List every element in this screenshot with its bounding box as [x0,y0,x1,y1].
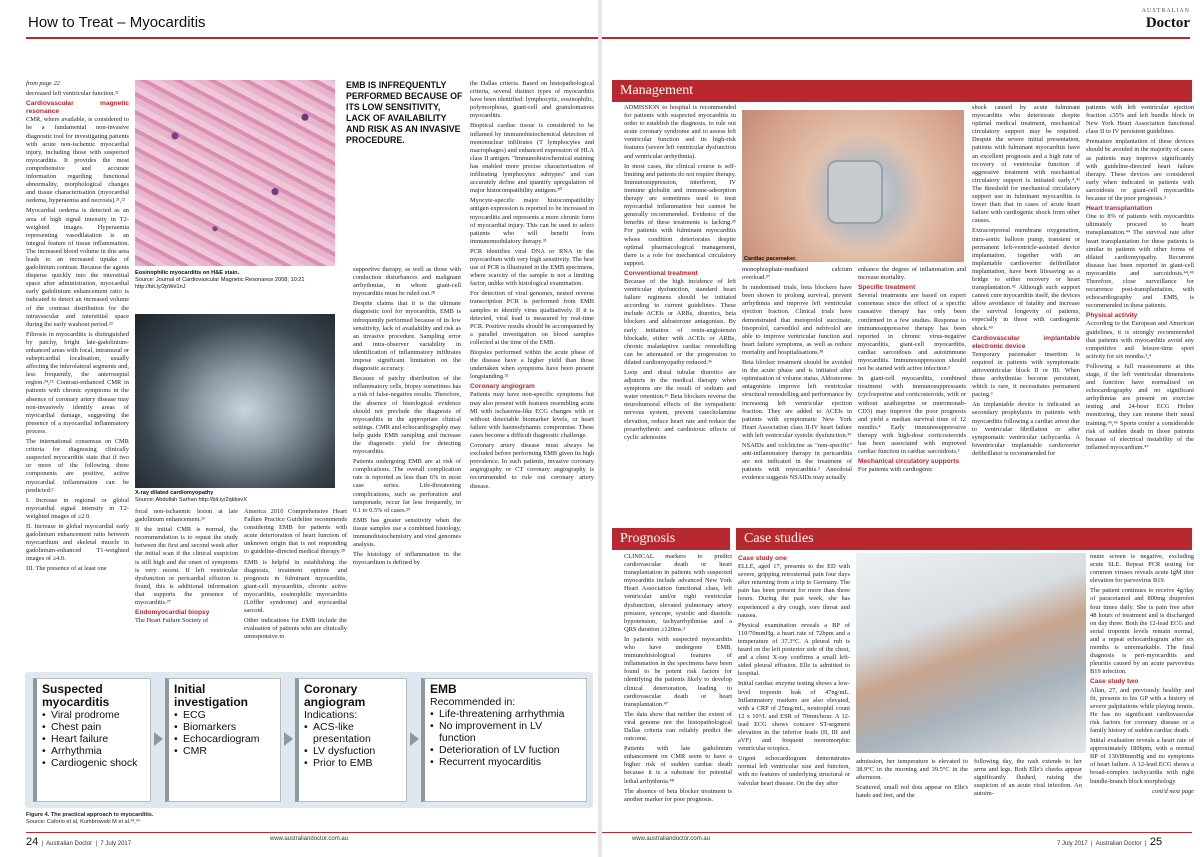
flowchart [25,672,593,808]
paragraph: Loop and distal tubular diuretics are adjuncts in the medical therapy when symptoms are the result of sodium and water retention.³⁶ Beta blockers reverse the neurohumoral effects of the sympathetic nervous system, prevent catecholamine elevation, reduce heart rate and reduce the proarrhythmic and cardiotoxic effects of cyclic adenosine [624,369,736,441]
paragraph: Patients undergoing EMB are at risk of complications. The overall complication rate is reported as less than 6% in most case series. Life-threatening complications, such as perforation and tamponade, occur far less frequently, in 0.1 to 0.5% of cases.²⁹ [353,458,461,514]
histology-caption [135,270,355,291]
paragraph: The Heart Failure Society of [135,617,209,625]
subheading-ccid: Cardiovascular implantable electronic device [972,334,1080,350]
flow-box-list [42,709,145,769]
paragraph: In randomised trials, beta blockers have been shown to prolong survival, prevent arrhythmia and improve left ventricular ejection fraction. Clinical trials have demonstrated that metoprolol succinate, bisoprolol, carvedilol and nebivolol are able to improve ventricular function and heart failure symptoms, as well as reduce mortality and hospitalisations.³⁸ [742,284,852,356]
caption-source: Source: Journal of Cardiovascular Magnetic Resonance 2008; 10:21 http://bit.ly/2pWe1nJ [135,277,305,290]
paragraph: The patient continues to receive 4g/day of paracetamol and 800mg ibuprofen four times daily. She is pain free after 48 hours of treatment and is discharged on day three. Both the 12-lead ECG and serial troponin levels remain normal, and a repeat echocardiogram after six months is unremarkable. The final diagnosis is peri-myocarditis and pleuritis caused by an acute parvovirus B19 infection. [1090,587,1194,676]
right-footer: 7 July 2017 | Australian Doctor | 25 [1057,836,1163,848]
flow-box-emb [421,678,587,802]
mgmt-column-2 [742,266,852,524]
flow-item: • Cardiogenic shock [42,757,145,769]
flow-arrow-icon [410,732,419,746]
flow-box-coronary [295,678,407,802]
paragraph: the Dallas criteria. Based on histopathological criteria, several distinct types of myocarditis have been identified: lymphocytic, eosinophilic, polymorphous, giant-cell and granulomatous myocarditis. [470,80,594,120]
flow-item: • CMR [174,745,275,757]
criteria-item: I. Increase in regional or global myocardial signal intensity in T2-weighted images of ≥2.0. [26,496,129,520]
criteria-item: II. Increase in global myocardial early gadolinium enhancement ratio between myocardium and skeletal muscle in gadolinium-enhanced T1-weighted images of ≥4.0. [26,522,129,563]
paragraph: Scattered, small red dots appear on Elle's hands and feet, and the [856,784,968,800]
left-footer: 24 | Australian Doctor | 7 July 2017 [26,836,132,848]
magazine-name: Australian Doctor [46,841,93,847]
footer-rule [602,832,1192,833]
flow-arrow-icon [284,732,293,746]
flow-box-initial [165,678,281,802]
pacemaker-caption: Cardiac pacemaker. [744,256,797,262]
subheading-case-one: Case study one [738,555,787,562]
subheading-coronary: Coronary angiogram [470,383,535,391]
flow-box-subtitle: Indications: [304,709,358,721]
paragraph: In patients with suspected myocarditis who have undergone EMB, immunohistological features of inflammation in the specimens have been found to be potent risk factors for identifying the patients likely to develop clinical deterioration, leading to cardiovascular death or heart transplantation.⁴⁷ [624,635,732,708]
paragraph: Because of the high incidence of left ventricular dysfunction, standard heart failure regimens should be initiated according to current guidelines. These include ACEIs or ARBs, diuretics, beta blockers and aldosterone antagonists. By early initiation of renin-angiotensin blockade, either with ACEIs or ARBs, chronic maladaptive cardiac remodelling can be attenuated or the progression to dilated cardiomyopathy reduced.³⁶ [624,277,736,366]
paragraph: Following a full reassessment at this stage, if the left ventricular dimensions and function have normalised on echocardiography and no significant arrhythmias are present on exercise testing and 24-hour ECG Holter monitoring, they can resume their usual training.⁴⁵,⁴⁶ Sports confer a considerable risk of sudden death in those patients because of electrical instability of the inflamed myocardium.⁴⁷ [1086,362,1194,451]
paragraph: Because of patchy distribution of the inflammatory cells, biopsy sometimes has a risk of false-negative results. Therefore, the absence of histological evidence should not preclude the diagnosis of myocarditis in the appropriate clinical settings. CMR and echocardiography may help guide EMB sampling and increase the diagnostic yield for detecting myocarditis. [353,375,461,456]
flow-item: • Arrhythmia [42,745,145,757]
paragraph: EMB is helpful in establishing the diagnosis, treatment options and prognosis in fulminant myocarditis, giant-cell myocarditis, chronic active myocarditis, eosinophilic myocarditis (Löffler syndrome) and myocardial sarcoid. [244,558,347,615]
brand-name: Doctor [1145,15,1190,31]
caption-title: X-ray dilated cardiomyopathy [135,490,214,496]
flow-item: • Heart failure [42,733,145,745]
left-footer-url[interactable]: www.australiandoctor.com.au [270,836,349,842]
page-title: How to Treat – Myocarditis [28,14,206,31]
flow-item: • Chest pain [42,721,145,733]
figure-caption [26,812,153,826]
figure-caption-source: Source: Caforio et al, Kumbrowski M et al.³³,³⁴ [26,819,141,825]
caption-title: Eosinophilic myocarditis on H&E stain. [135,270,240,276]
magazine-name: Australian Doctor [1095,841,1142,847]
issue-date: 7 July 2017 [100,841,132,847]
paragraph: Urgent echocardiogram demonstrates normal left ventricular size and function, with no features of underlying structural or valvular heart disease. On the day after [738,755,850,787]
paragraph: decreased left ventricular function.²¹ [26,90,119,98]
paragraph: The histology of inflammation in the myocardium is defined by [353,551,461,567]
left-column-3 [353,266,461,668]
mgmt-column-1 [624,104,736,524]
flow-arrow-icon [154,732,163,746]
paragraph: PCR identifies viral DNA or RNA in the myocardium with very high sensitivity. The best use of PCR is illustrated in the EMB specimens, where scarcity of the sample is not a limiting factor, unlike with histological examination. [470,247,594,288]
flow-item: • Prior to EMB [304,757,401,769]
flow-item: • Recurrent myocarditis [430,756,581,768]
continued-from: from page 22 [26,80,60,87]
flow-box-list [304,721,401,769]
paragraph: EMB has greater sensitivity when the tissue samples use a combined histology, immunohistochemistry and viral genomes analysis. [353,516,461,549]
paragraph: focal non-ischaemic lesion at late gadolinium enhancement.²⁶ [135,508,238,524]
left-column-4 [470,80,594,668]
case-column-b [856,758,968,828]
paragraph: An implantable device is indicated as secondary prophylaxis in patients with myocarditis following a cardiac arrest due to ventricular fibrillation or after symptomatic ventricular tachycardia. A biventricular implantable cardioverter defibrillator is recommended for [972,401,1080,457]
paragraph: The data show that neither the extent of viral genome nor the histopathological Dallas criteria can reliably predict the outcome. [624,710,732,743]
left-column-3-lower [244,508,347,668]
subheading-case-two: Case study two [1090,678,1139,686]
paragraph: For patients with cardiogenic [858,466,933,474]
subheading-emb: Endomyocardial biopsy [135,609,210,617]
caption-source: Source: Abdullah Sarhan http://bit.ly/2qkbsvX [135,497,247,503]
paragraph: The absence of beta blocker treatment is another marker for poor prognosis. [624,787,732,803]
subheading-transplant: Heart transplantation [1086,205,1153,213]
paragraph: Bioptical cardiac tissue is considered to be inflamed by immunohistochemical detection of mononuclear infiltrates (T lymphocytes and macrophages) and enhanced expression of HLA class II antigen. "Immunohistochemical staining has enabled more precise characterisation of infiltrating lymphocytes subtypes" and can accurately define and quantify upregulation of major histocompatibility antigens.³⁰ [470,122,594,195]
paragraph: Initial evaluation reveals a heart rate of approximately 180bpm, with a normal BP of 130/80mmHg and no symptoms of heart failure. A 12-lead ECG shows a broad-complex tachycardia with right bundle-branch block morphology [1090,737,1194,785]
paragraph: Allan, 27, and previously healthy and fit, presents to his GP with a history of severe palpitations while playing tennis. He has no significant cardiovascular risk factors for coronary disease or a family history of sudden cardiac death. [1090,686,1194,734]
brand-small: AUSTRALIAN [1141,8,1190,14]
left-column-1 [26,80,129,670]
paragraph: America 2010 Comprehensive Heart Failure Practice Guideline recommends considering EMB for patients with acute deterioration of heart function of unknown origin that is not responding to guideline-directed medical therapy.²⁸ [244,508,347,556]
page-number: 24 [26,836,39,848]
flow-box-list [174,709,275,757]
flow-item: • Echocardiogram [174,733,275,745]
header-rule [602,37,1190,39]
flow-box-list [430,708,581,768]
mgmt-column-4 [972,104,1080,524]
paragraph: CMR, where available, is considered to be a fundamental non-invasive diagnostic tool for investigating patients with acute non-ischemic myocardial injury, including those with suspected myocarditis. It provides the most comprehensive and accurate information regarding functional abnormality, morphological changes and tissue characterisation (myocardial oedema, hyperaemia and necrosis).²¹,²² [26,116,129,205]
flow-box-subtitle: Recommended in: [430,696,516,708]
paragraph: Patients with late gadolinium enhancement on CMR seem to have a higher risk of sudden cardiac death because it is a substrate for potential lethal arrhythmia.⁴⁸ [624,745,732,785]
issue-date: 7 July 2017 [1057,841,1088,847]
flow-item: • No improvement in LV function [430,720,581,744]
flow-box-suspected [33,678,151,802]
case-column-d [1090,553,1194,833]
paragraph: Physical examination reveals a BP of 110/70mmHg, a heart rate of 72bpm and a temperature of 37.3°C. A pleural rub is heard on the left posterior side of the chest, and a chest X-ray confirms a small left-sided pleural effusion. Elle is admitted to hospital. [738,621,850,678]
paragraph: For detection of viral genomes, nested reverse transcription PCR is performed from EMB samples to identify virus qualitatively. If it is detected, viral load is measured by real-time PCR. Positive results should be accompanied by a parallel investigation on blood samples collected at the time of the EMB. [470,290,594,346]
flow-box-title: Coronary angiogram [304,682,366,709]
pacemaker-image [742,110,964,262]
paragraph: admission, her temperature is elevated to 38.9°C in the morning and 39.5°C in the afternoon. [856,758,968,782]
case-column-a [738,553,850,828]
paragraph: Patients may have non-specific symptoms but may also present with features resembling acute MI with ischaemia-like ECG changes with or without detectable biomarker levels, or heart failure with haemodynamic compromise. These cases become a difficult diagnostic challenge. [470,391,594,439]
paragraph: Coronary artery disease must always be excluded before performing EMB given its high prevalence. In such patients, invasive coronary angiography or CT coronary angiography is recommended to rule out coronary artery disease. [470,442,594,490]
right-page [602,0,1200,857]
flow-box-title: Initial investigation [174,682,249,709]
histology-image [135,80,335,266]
xray-image [135,314,335,488]
left-page [0,0,598,857]
paragraph: Myocardial oedema is detected as an area of high signal intensity in T2-weighted images. Hyperaemia representing vasodilatation is an integral feature of tissue inflammation. The increased blood volume in this area leads to an increased uptake of gadolinium contrast. Because the agents disperse quickly into the interstitial space after administration, myocardial early gadolinium enhancement ratio is indicated to detect an increased volume of the contrast distribution for the intravascular and interstitial space during the early washout period.²³ [26,207,129,328]
paragraph: supportive therapy, as well as those with conduction disturbances and malignant arrhythmias, in whom giant-cell myocarditis must be ruled out.²⁸ [353,266,461,298]
paragraph: Temporary pacemaker insertion is required in patients with symptomatic atrioventricular block II or III. When these arrhythmias become persistent, which is rare, it necessitates permanent pacing.³ [972,350,1080,399]
left-column-2-lower [135,508,238,668]
criteria-item: III. The presence of at least one [26,565,107,573]
flow-item: • Life-threatening arrhythmia [430,708,581,720]
patient-photo [856,553,1086,753]
paragraph: mune screen is negative, excluding acute SLE. Repeat PCR testing for common viruses reveals acute IgM titer elevation for parvovirus B19. [1090,553,1194,585]
flow-item: • ACS-like presentation [304,721,401,745]
paragraph: If the initial CMR is normal, the recommendation is to repeat the study between the first and second week after the initial scan if the clinical suspicion is still high and the onset of symptoms is very recent. If left ventricular dysfunction or pericardial effusion is found, this is additional information that supports the presence of myocarditis.²⁷ [135,526,238,607]
subheading-activity: Physical activity [1086,312,1138,320]
subheading-specific: Specific treatment [858,284,916,292]
paragraph: Initial cardiac enzyme testing shows a low-level troponin leak of 47ng/mL. Inflammatory markers are also elevated, with a CRP of 25mg/mL, neutrophil count 12 x 10⁹/L and ESR of 70mm/hour. A 12-lead ECG shows concave ST-segment elevation in the inferior leads (II, III and aVF) and frequent monomorphic ventricular ectopics. [738,680,850,753]
paragraph: shock caused by acute fulminant myocarditis who deteriorate despite optimal medical treatment, mechanical circulatory support may be required. Despite the severe initial presentation, patients with fulminant myocarditis have an excellent prognosis and a high rate of recovery of ventricular function if aggressive treatment with mechanical circulatory support is initiated early.⁴,⁴¹ The threshold for mechanical circulatory support use in fulminant myocarditis is lower than that in cases of acute heart failure with cardiogenic shock from other causes. [972,104,1080,225]
paragraph: Fibrosis in myocarditis is distinguished by patchy, bright late-gadolinium-enhanced areas with focal, intramural or subepicardial localisation, usually affecting the inferolateral segments and, less frequently, the anteroseptal region.²⁴,²⁵ Contrast-enhanced CMR in patients with chronic symptoms in the absence of coronary artery disease may non-invasively identify areas of myocardial damage, suggesting the presence of a myocardial inflammatory process. [26,330,129,435]
section-case-studies: Case studies [736,528,1192,550]
mgmt-column-3 [858,266,966,524]
pull-quote: EMB IS INFREQUENTLY PERFORMED BECAUSE OF ITS LOW SENSITIVITY, LACK OF AVAILABILITY AND RISK AS AN INVASIVE PROCEDURE. [346,80,463,145]
paragraph: Despite claims that it is the ultimate diagnostic tool for myocarditis, EMB is infrequently performed because of its low sensitivity, lack of availability and risk as an invasive procedure. Sampling error and intra-observer variability in identification of inflammatory infiltrates impose significant limitation on the diagnostic accuracy. [353,300,461,373]
paragraph: In most cases, the clinical course is self-limiting and patients do not require therapy. Immunosuppression, interferon, IV immune globulin and immune-adsorption therapy are sometimes used to treat myocardial inflammation but cannot be generally recommended. Evidence of the benefits of these treatments is lacking.³⁵ For patients with fulminant myocarditis whose condition deteriorates despite optimal pharmacological management, there is a role for mechanical circulatory support. [624,162,736,267]
subheading-mechanical: Mechanical circulatory supports [858,458,960,466]
flow-item: • Deterioration of LV fuction [430,744,581,756]
continued-link[interactable]: cont'd next page [1152,787,1194,795]
right-footer-url[interactable]: www.australiandoctor.com.au [632,836,711,842]
section-management: Management [612,80,1192,102]
paragraph: Other indications for EMB include the evaluation of patients who are clinically unresponsive to [244,617,347,641]
flow-item: • Viral prodrome [42,709,145,721]
paragraph: CLINICAL markers to predict cardiovascular death or heart transplantation in patients with suspected myocarditis include advanced New York Heart Association functional class, left ventricular and/or right ventricular dysfunction, elevated pulmonary artery pressure, syncope, systolic and diastolic hypotension, tachyarrhythmias and a QRS duration ≥120ms.³ [624,553,732,633]
paragraph: Premature implantation of these devices should be avoided in the majority of cases as patients may improve significantly with guideline-directed heart failure therapy. These devices are considered early when indicated in patients with sarcoidosis or giant-cell myocarditis because of the poor prognosis.³ [1086,138,1194,203]
paragraph: Biopsies performed within the acute phase of the disease have a higher yield than those undertaken when symptoms have been present longstanding.³² [470,349,594,381]
paragraph: The international consensus on CMR criteria for diagnosing clinically suspected myocarditis state that if two or more of the following three components are positive, active myocardial inflammation can be predicted:² [26,438,129,494]
paragraph: Several treatments are based on expert consensus since the effect of a specific causative therapy has only been confirmed in a few studies. Response to immunosuppressive therapy has been reported in chronic virus-negative myocarditis, giant-cell myocarditis, cardiac sarcoidosis and autoimmune myocarditis. Immunosuppression should not be started with active infection.³ [858,292,966,373]
figure-caption-title: Figure 4. The practical approach to myocarditis. [26,812,154,818]
paragraph: monophosphate-mediated calcium overload.³⁷ [742,266,852,282]
flow-item: • Biomarkers [174,721,275,733]
paragraph: In giant-cell myocarditis, combined treatment with immunosuppressants (cyclosporine and corticosteroids, with or without azathioprine or muromonab-CD3) may improve the poor prognosis and yield a median survival time of 12 months.⁴ Early immunosuppressive therapy with high-dose corticosteroids has been associated with improved cardiac function in cardiac sarcoidosis.³ [858,375,966,456]
flow-item: • ECG [174,709,275,721]
flow-box-title: EMB [430,682,457,696]
flow-box-title: Suspected myocarditis [42,682,110,709]
mgmt-column-5 [1086,104,1194,524]
prognosis-column [624,553,732,828]
subheading-cmr: Cardiovascular magnetic resonance [26,100,129,116]
paragraph: According to the European and American guidelines, it is strongly recommended that patients with myocarditis avoid any competitive and leisure-time sport activity for six months.³,⁴ [1086,320,1194,360]
paragraph: Extracorporeal membrane oxygenation, intra-aortic balloon pump, transient or permanent left-ventricle-assisted device implantation, together with an implantable cardioverter defibrillator implantation, have been lifesaving as a bridge to either recovery or heart transplantation.⁴² Although such support cannot cure myocarditis itself, the devices allow avoidance of fatality and increase the survival longevity of patients, especially in those with cardiogenic shock.⁴³ [972,227,1080,332]
paragraph: Myocyte-specific major histocompatibility antigen expression is reported to be increased in myocarditis and represents a more chronic form of myocardial injury. This can be used to select patients who will benefit from immunomodulatory therapy.³¹ [470,197,594,245]
xray-caption [135,490,335,504]
header-rule [26,37,598,39]
subheading-conventional: Conventional treatment [624,269,698,277]
paragraph: enhance the degree of inflammation and increase mortality. [858,266,966,282]
paragraph: ELLE, aged 17, presents to the ED with severe, gripping retrosternal pain four days after returning from a trip to Germany. The pain has been present for more than three hours. During the past week, she has experienced a dry cough, sore throat and nausea. [738,563,850,619]
footer-rule [26,832,596,833]
case-column-c [974,758,1082,828]
flow-item: • LV dysfuction [304,745,401,757]
paragraph: NSAIDs and colchicine as "non-specific" anti-inflammatory therapy in pericarditis are not indicated in the treatment of patients with myocarditis.³ Anecdotal evidence suggests NSAIDs may actually [742,441,852,482]
paragraph: ADMISSION to hospital is recommended for patients with suspected myocarditis in order to establish the diagnosis, to rule out acute coronary syndrome and to assess left ventricular function and its high-risk features (severe left ventricular dysfunction and ventricular arrhythmia). [624,104,736,160]
paragraph: One to 8% of patients with myocarditis ultimately proceed to heart transplantation.⁴⁴ The survival rate after heart transplantation for these patients is similar to patients with other forms of dilated cardiomyopathy. Recurrent disease has been reported in giant-cell myocarditis and sarcoidosis.⁴⁴,⁴⁵ Therefore, close surveillance for recurrence post-transplantation, with echocardiography and EMB, is recommended in these patients. [1086,213,1194,310]
paragraph: patients with left ventricular ejection fraction ≤35% and left bundle block in New York Heart Association functional class II to IV persistent guidelines. [1086,104,1194,136]
paragraph: following day, the rash extends to her arms and legs. Both Elle's cheeks appear significantly flushed, raising the suspicion of an acute viral infection. An autoim- [974,758,1082,798]
paragraph: Beta blocker treatment should be avoided in the acute phase and is initiated after optimisation of volume status. Aldosterone antagonists improve left ventricular structural remodelling and performance by increasing left ventricular ejection fraction. They are added to ACEIs in patients with symptomatic New York Heart Association class II-IV heart failure with left ventricular systolic dysfunction.³⁹ [742,359,852,439]
brand-logo [1142,8,1190,32]
section-prognosis: Prognosis [612,528,730,550]
page-number: 25 [1149,836,1163,848]
